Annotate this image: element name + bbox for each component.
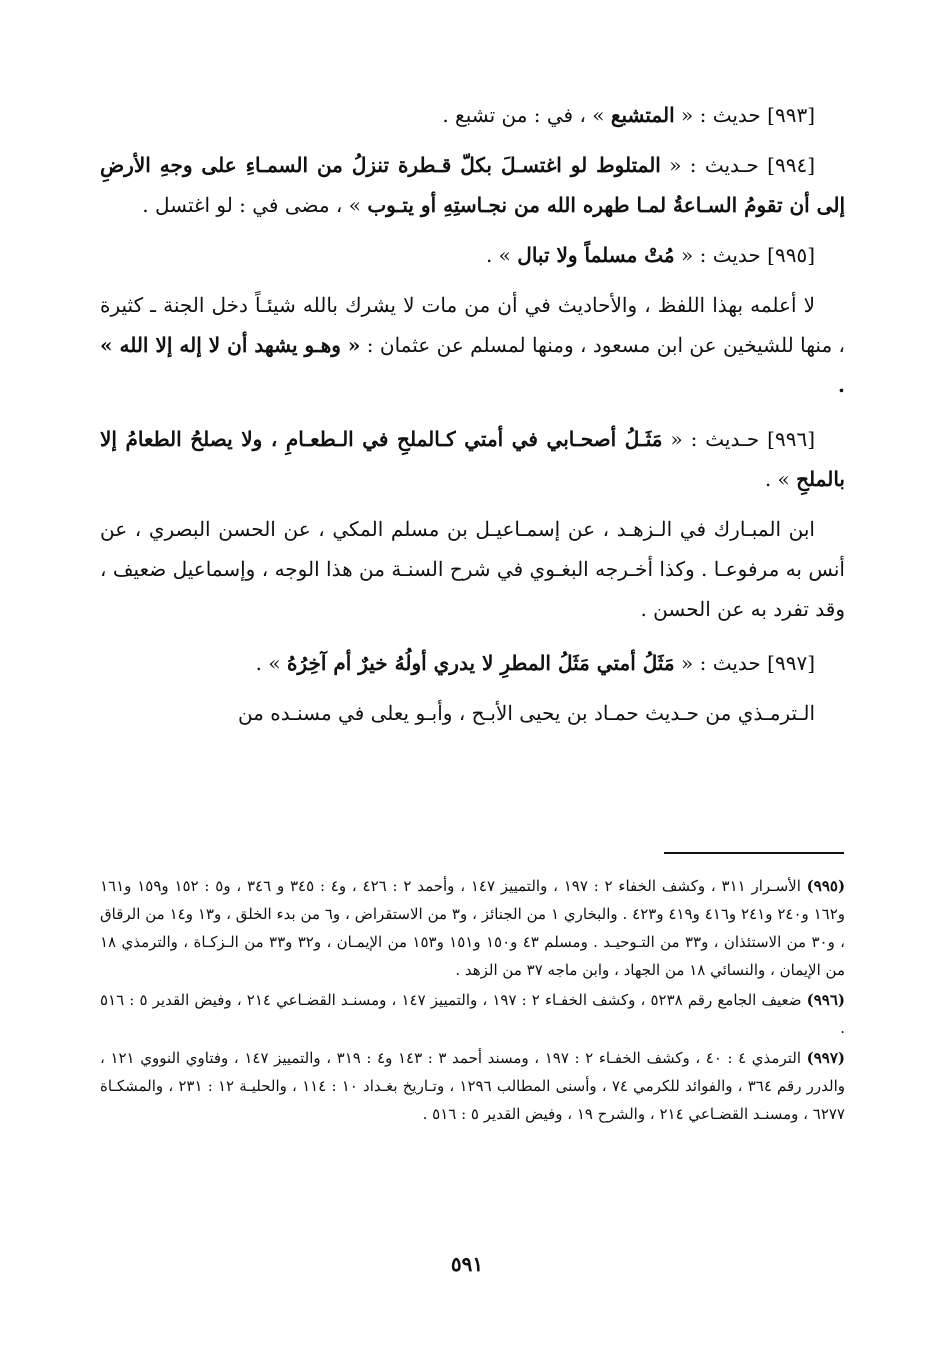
hadith-text: مَثَلُ أمتي مَثَلُ المطرِ لا يدري أولُهُ خيرٌ أم آخِرُهُ	[286, 651, 675, 675]
entry-suffix: » .	[764, 467, 790, 491]
footnote-divider	[664, 852, 844, 854]
footnote-996	[100, 986, 845, 1042]
entry-prefix: حديث : «	[681, 243, 761, 267]
footnote-text: الترمذي ٤ : ٤٠ ، وكشف الخفـاء ٢ : ١٩٧ ، ومسند أحمد ٣ : ١٤٣ و٤ : ٣١٩ ، والتمييز ١٤٧ ، وفتاوي النووي ١٢١ ، والدرر رقم ٣٦٤ ، والفوائد للكرمي ٧٤ ، وأسنى المطالب ١٢٩٦ ، وتـاريخ بغـداد ١٠ : ١١٤ ، والحليـة ١٢ : ٢٣١ ، والمشكـاة ٦٢٧٧ ، ومسنـد القضـاعي ٢١٤ ، والشرح ١٩ ، وفيض القدير ٥ : ٥١٦ .	[100, 1049, 845, 1123]
entry-suffix: » ، مضى في : لو اغتسل .	[142, 193, 361, 217]
commentary-quote: « وهـو يشهد أن لا إله إلا الله » .	[100, 333, 845, 397]
hadith-entry-994	[100, 145, 845, 225]
entry-number: [٩٩٧]	[767, 651, 815, 675]
footnote-text: الأسـرار ٣١١ ، وكشف الخفاء ٢ : ١٩٧ ، والتمييز ١٤٧ ، وأحمد ٢ : ٤٢٦ ، و٤ : ٣٤٥ و ٣٤٦ ، و٥ : ١٥٢ و١٥٩ و١٦١ و١٦٢ و٢٤٠ و٢٤١ و٤١٦ و٤١٩ و٤٢٣ . والبخاري ١ من الجنائز ، و٣ من الاستقراض ، و٦ من بدء الخلق ، و١٣ و١٤ من الرقاق ، و٣٠ من الاستئذان ، و٣٣ من التـوحيـد . ومسلم ٤٣ و١٥٠ و١٥١ و١٥٣ من الإيمـان ، و٣٢ و٣٣ من الـزكـاة ، والترمذي ١٨ من الإيمان ، والنسائي ١٨ من الجهاد ، وابن ماجه ٣٧ من الزهد .	[100, 877, 846, 979]
hadith-entry-997	[100, 643, 845, 683]
entry-suffix: » ، في : من تشبع .	[442, 103, 605, 127]
entry-number: [٩٩٥]	[767, 243, 815, 267]
entry-prefix: حديث : «	[681, 651, 761, 675]
commentary-996	[100, 509, 845, 629]
hadith-text: المتشبع	[610, 103, 675, 127]
page-body	[100, 95, 845, 747]
commentary-text: لا أعلمه بهذا اللفظ ، والأحاديث في أن من مات لا يشرك بالله شيئـاً دخل الجنة ـ كثيرة ، منها للشيخين عن ابن مسعود ، ومنها لمسلم عن عثمان :	[100, 293, 845, 357]
hadith-text: مَثَـلُ أصحـابي في أمتي كـالملحِ في الـطعـامِ ، ولا يصلحُ الطعامُ إلا بالملحِ	[100, 427, 845, 491]
footnote-995	[100, 872, 845, 984]
entry-suffix: » .	[255, 651, 281, 675]
footnote-997	[100, 1044, 845, 1128]
hadith-entry-993	[100, 95, 845, 135]
footnote-text: ضعيف الجامع رقم ٥٢٣٨ ، وكشف الخفـاء ٢ : ١٩٧ ، والتمييز ١٤٧ ، ومسنـد القضـاعي ٢١٤ ، وفيض القدير ٥ : ٥١٦ .	[100, 991, 845, 1037]
hadith-text: المتلوط لو اغتسـلَ بكلّ قـطرة تنزلُ من السمـاءِ على وجهِ الأرضِ إلى أن تقومُ السـاعةُ لمـا طهره الله من نجـاستِهِ أو يتـوب	[100, 153, 845, 217]
commentary-text: ابن المبـارك في الـزهـد ، عن إسمـاعيـل بن مسلم المكي ، عن الحسن البصري ، عن أنس به مرفوعـا . وكذا أخـرجه البغـوي في شرح السنـة من هذا الوجه ، وإسماعيل ضعيف ، وقد تفرد به عن الحسن .	[100, 517, 845, 621]
hadith-entry-995	[100, 235, 845, 275]
entry-prefix: حـديث : «	[670, 427, 760, 451]
entry-number: [٩٩٣]	[767, 103, 815, 127]
commentary-997	[100, 693, 845, 733]
commentary-995	[100, 285, 845, 405]
commentary-text: الـترمـذي من حـديث حمـاد بن يحيى الأبـح ، وأبـو يعلى في مسنـده من	[237, 701, 815, 725]
footnote-number: (٩٩٧)	[806, 1049, 845, 1067]
footnotes	[100, 872, 845, 1130]
entry-number: [٩٩٦]	[767, 427, 816, 451]
hadith-entry-996	[100, 419, 845, 499]
entry-suffix: » .	[485, 243, 511, 267]
page-number: ٥٩١	[450, 1252, 484, 1276]
entry-prefix: حديث : «	[681, 103, 761, 127]
footnote-number: (٩٩٥)	[806, 877, 846, 895]
footnote-number: (٩٩٦)	[806, 991, 845, 1009]
entry-prefix: حـديث : «	[669, 153, 759, 177]
entry-number: [٩٩٤]	[767, 153, 815, 177]
hadith-text: مُتْ مسلماً ولا تبال	[517, 243, 675, 267]
